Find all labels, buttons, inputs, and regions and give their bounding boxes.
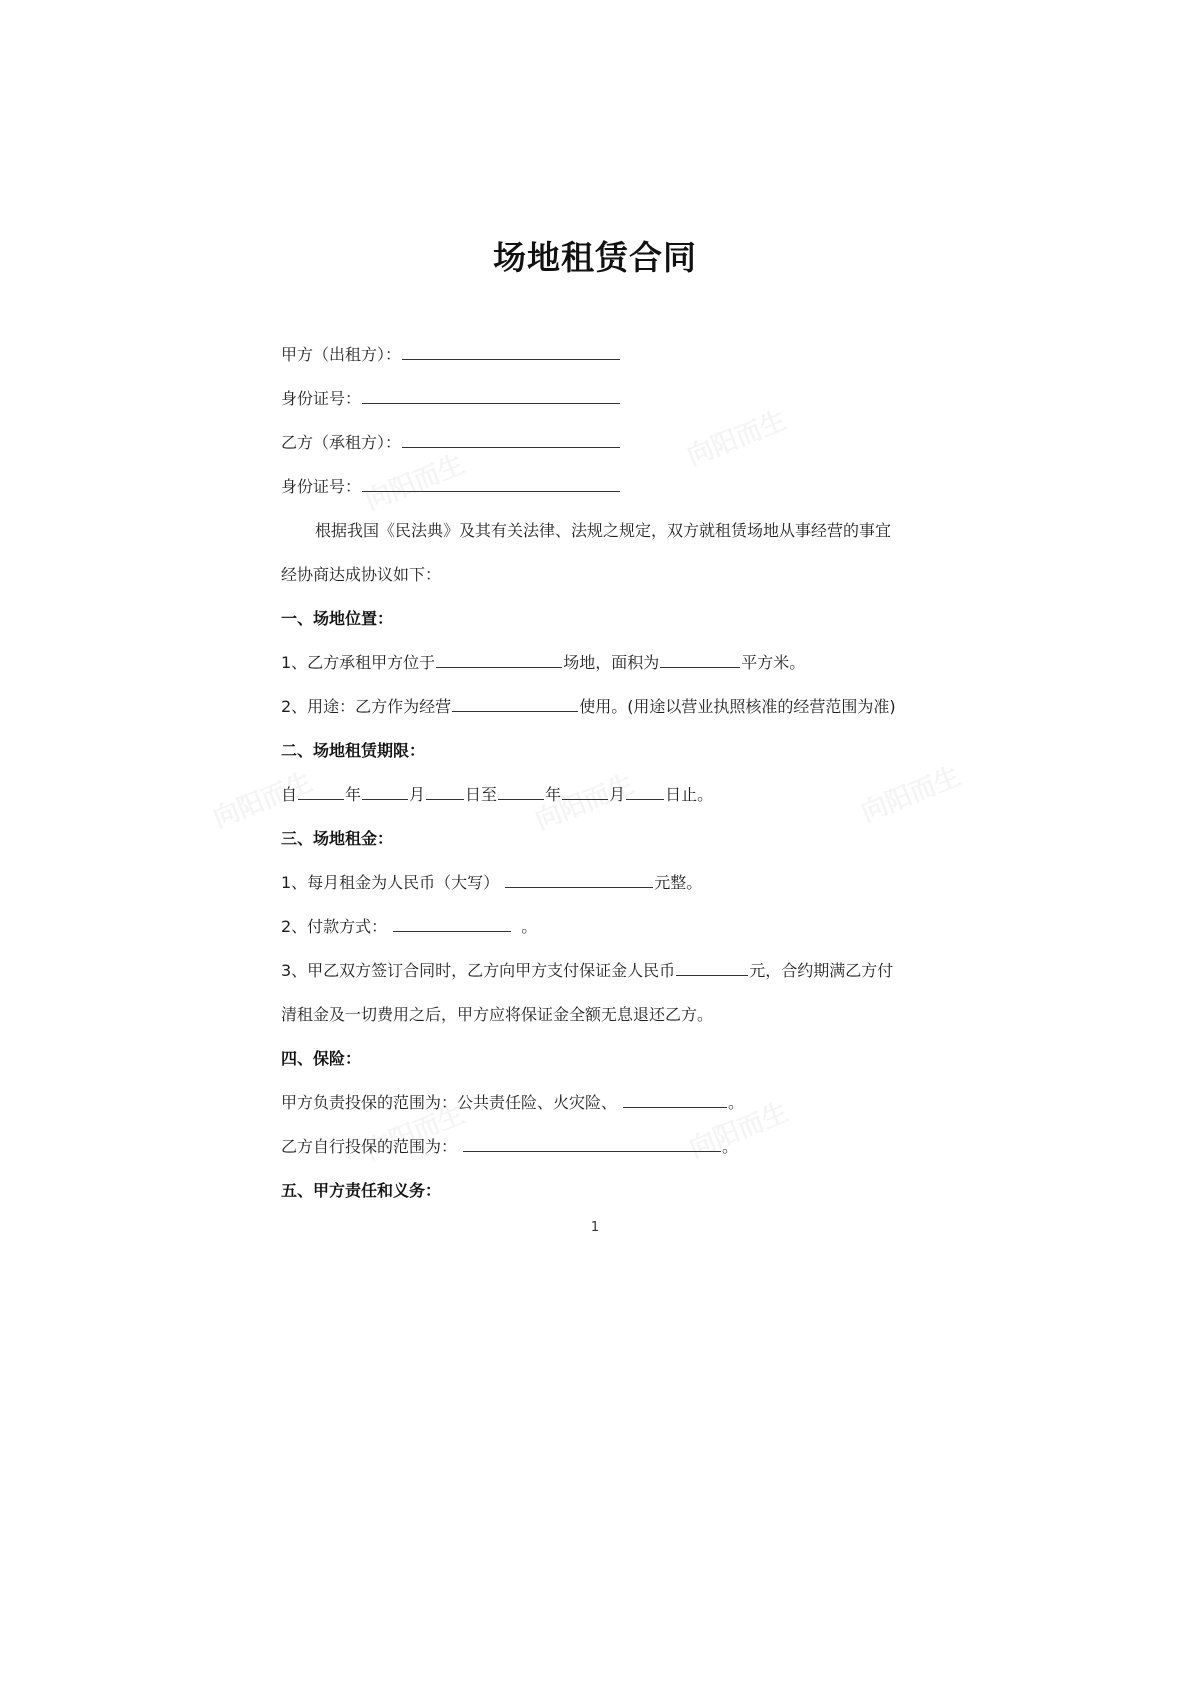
usage-blank[interactable] xyxy=(452,693,578,712)
lessor-insurance-text: 甲方负责投保的范围为：公共责任险、火灾险、 xyxy=(281,1093,618,1112)
lessee-id-line xyxy=(281,472,921,516)
monthly-rent-blank[interactable] xyxy=(505,869,653,888)
lessee-id-label: 身份证号： xyxy=(281,477,362,496)
start-year-blank[interactable] xyxy=(298,781,344,800)
lessee-insurance-text: 乙方自行投保的范围为： xyxy=(281,1137,458,1156)
lessor-id-blank[interactable] xyxy=(362,385,620,404)
area-text: 场地，面积为 xyxy=(563,653,660,672)
section-3-heading: 三、场地租金： xyxy=(281,829,394,848)
section-5-heading: 五、甲方责任和义务： xyxy=(281,1181,442,1200)
document-title: 场地租赁合同 xyxy=(493,238,697,277)
payment-method-blank[interactable] xyxy=(393,913,511,932)
section-4-heading: 四、保险： xyxy=(281,1049,362,1068)
payment-method-text: 2、付款方式： xyxy=(281,917,388,936)
lessee-insurance-line xyxy=(281,1132,921,1176)
location-blank[interactable] xyxy=(436,649,562,668)
period-text: 。 xyxy=(722,1137,739,1156)
year-label: 年 xyxy=(345,785,362,804)
deposit-unit-text: 元，合约期满乙方付 xyxy=(749,961,894,980)
end-day-blank[interactable] xyxy=(626,781,664,800)
period-text: 。 xyxy=(521,917,538,936)
lessor-label: 甲方（出租方）： xyxy=(281,345,402,364)
lessor-insurance-line xyxy=(281,1088,921,1132)
monthly-rent-text: 1、每月租金为人民币（大写） xyxy=(281,873,500,892)
start-month-blank[interactable] xyxy=(362,781,408,800)
end-month-blank[interactable] xyxy=(562,781,608,800)
start-day-blank[interactable] xyxy=(426,781,464,800)
section-3-item-3 xyxy=(281,956,921,1000)
deposit-text: 3、甲乙双方签订合同时，乙方向甲方支付保证金人民币 xyxy=(281,961,676,980)
lessee-id-blank[interactable] xyxy=(362,473,620,492)
deposit-blank[interactable] xyxy=(676,957,748,976)
lessor-name-blank[interactable] xyxy=(402,341,620,360)
lessor-id-line xyxy=(281,384,921,428)
month-label: 月 xyxy=(409,785,426,804)
lessee-name-blank[interactable] xyxy=(402,429,620,448)
usage-text: 2、用途：乙方作为经营 xyxy=(281,697,452,716)
month-label: 月 xyxy=(609,785,626,804)
lessor-insurance-blank[interactable] xyxy=(623,1089,727,1108)
preamble-line-2: 经协商达成协议如下： xyxy=(281,565,442,584)
area-blank[interactable] xyxy=(660,649,740,668)
lessee-label: 乙方（承租方）： xyxy=(281,433,402,452)
section-3-item-2 xyxy=(281,912,921,956)
term-from-text: 自 xyxy=(281,785,298,804)
area-unit-text: 平方米。 xyxy=(741,653,806,672)
lease-term-line xyxy=(281,780,921,824)
section-1-item-1 xyxy=(281,648,921,692)
end-year-blank[interactable] xyxy=(498,781,544,800)
lessor-line xyxy=(281,340,921,384)
period-text: 。 xyxy=(728,1093,745,1112)
rent-unit-text: 元整。 xyxy=(654,873,703,892)
section-3-item-1 xyxy=(281,868,921,912)
year-label: 年 xyxy=(545,785,562,804)
day-to-label: 日至 xyxy=(465,785,498,804)
section-3-item-3-cont: 清租金及一切费用之后，甲方应将保证金全额无息退还乙方。 xyxy=(281,1005,714,1024)
lessee-insurance-blank[interactable] xyxy=(463,1133,721,1152)
preamble-line-1: 根据我国《民法典》及其有关法律、法规之规定，双方就租赁场地从事经营的事宜 xyxy=(315,521,892,540)
section-1-heading: 一、场地位置： xyxy=(281,609,394,628)
day-end-label: 日止。 xyxy=(665,785,714,804)
section-2-heading: 二、场地租赁期限： xyxy=(281,741,426,760)
lessee-line xyxy=(281,428,921,472)
document-body xyxy=(281,340,921,1220)
lessor-id-label: 身份证号： xyxy=(281,389,362,408)
location-text: 1、乙方承租甲方位于 xyxy=(281,653,436,672)
page-number: 1 xyxy=(590,1220,600,1235)
usage-note-text: 使用。(用途以营业执照核准的经营范围为准) xyxy=(579,697,896,716)
section-1-item-2 xyxy=(281,692,921,736)
